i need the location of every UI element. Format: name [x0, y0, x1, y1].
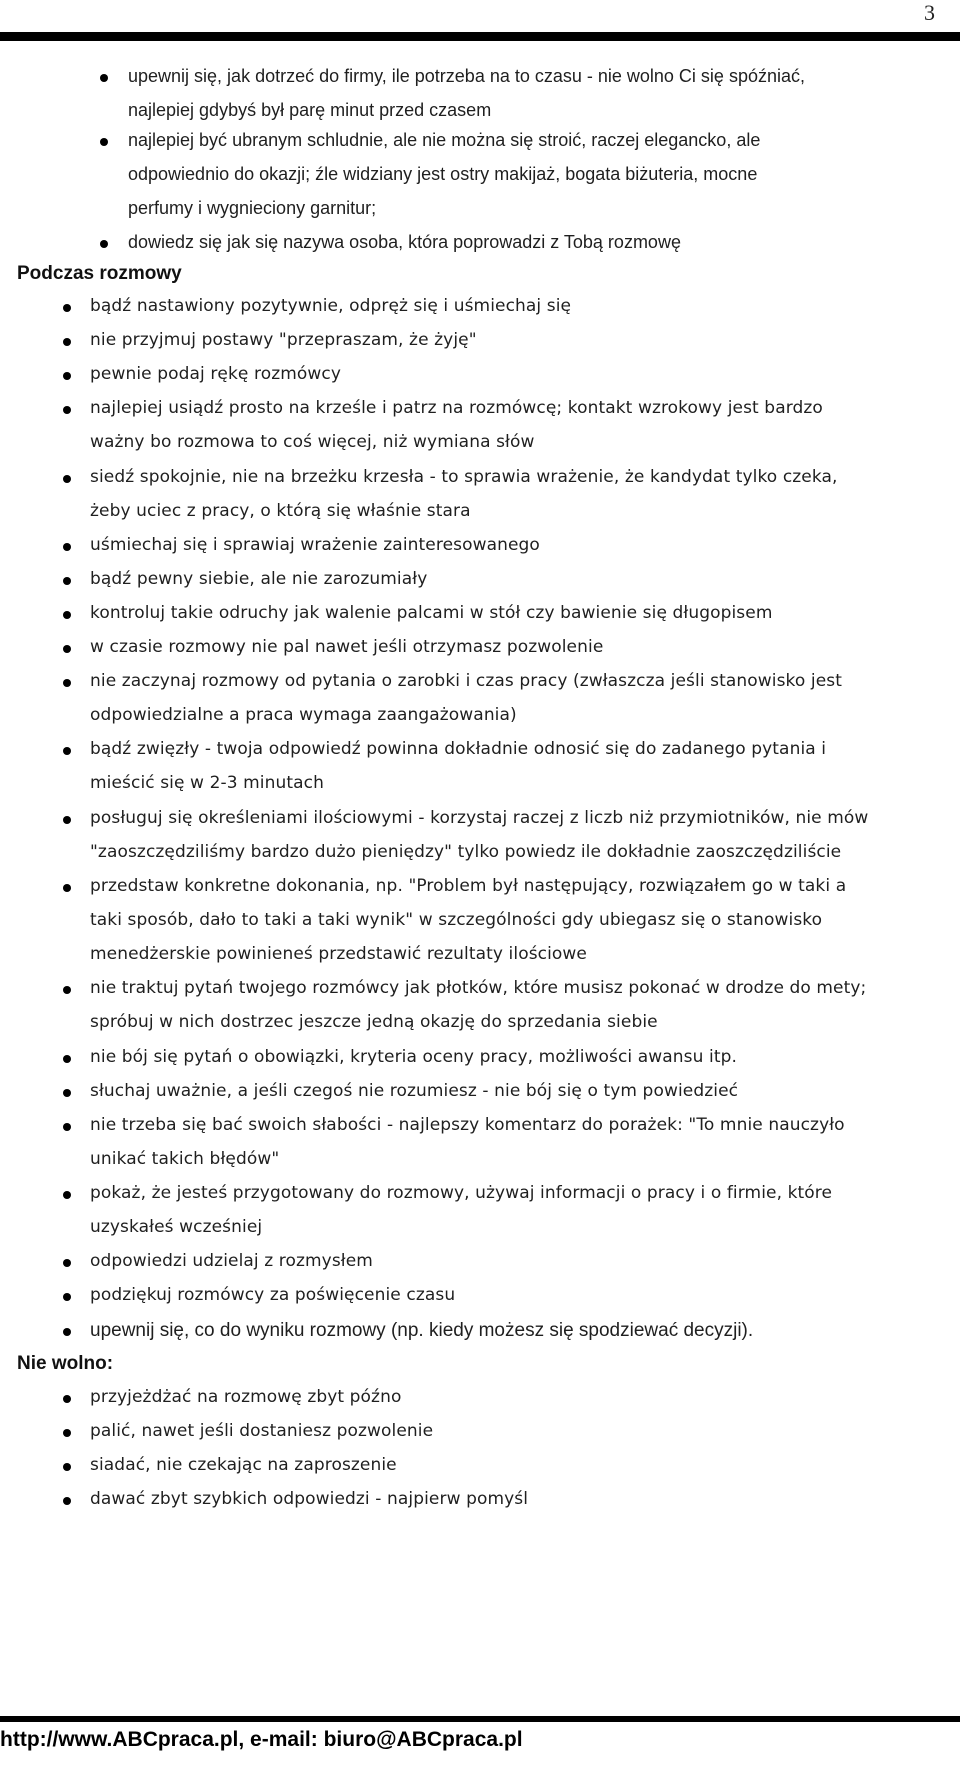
- list-item-line: pokaż, że jesteś przygotowany do rozmowy, używaj informacji o pracy i o firmie, które: [90, 1183, 833, 1203]
- bullet-icon: [63, 304, 71, 312]
- list-item-line: dawać zbyt szybkich odpowiedzi - najpierw pomyśl: [90, 1489, 529, 1509]
- bullet-icon: [63, 1191, 71, 1199]
- list-item-line: menedżerskie powinieneś przedstawić rezultaty ilościowe: [90, 944, 587, 964]
- list-item-line: przyjeżdżać na rozmowę zbyt późno: [90, 1387, 402, 1407]
- bullet-icon: [63, 338, 71, 346]
- page-number: 3: [924, 0, 935, 25]
- list-item-line: nie przyjmuj postawy "przepraszam, że żyję": [90, 330, 477, 350]
- list-item-line: "zaoszczędziliśmy bardzo dużo pieniędzy" tylko powiedz ile dokładnie zaoszczędziliście: [90, 842, 842, 862]
- bullet-icon: [63, 475, 71, 483]
- bullet-icon: [63, 1429, 71, 1437]
- list-item-line: odpowiednio do okazji; źle widziany jest ostry makijaż, bogata biżuteria, mocne: [128, 164, 758, 184]
- list-item-line: bądź zwięzły - twoja odpowiedź powinna dokładnie odnosić się do zadanego pytania i: [90, 739, 827, 759]
- bottom-rule: [0, 1716, 960, 1722]
- list-item-line: nie trzeba się bać swoich słabości - najlepszy komentarz do porażek: "To mnie nauczyło: [90, 1115, 845, 1135]
- list-item-line: odpowiedzialne a praca wymaga zaangażowania): [90, 705, 517, 725]
- list-item-line: przedstaw konkretne dokonania, np. "Problem był następujący, rozwiązałem go w taki a: [90, 876, 847, 896]
- list-item-line: kontroluj takie odruchy jak walenie palcami w stół czy bawienie się długopisem: [90, 603, 773, 623]
- section-heading-podczas-rozmowy: Podczas rozmowy: [17, 263, 182, 284]
- list-item-line: żeby uciec z pracy, o którą się właśnie stara: [90, 501, 471, 521]
- bullet-icon: [100, 74, 108, 82]
- bullet-icon: [63, 747, 71, 755]
- list-item-line: dowiedz się jak się nazywa osoba, która poprowadzi z Tobą rozmowę: [128, 232, 681, 252]
- list-item-line: unikać takich błędów": [90, 1149, 280, 1169]
- bullet-icon: [100, 138, 108, 146]
- list-item-line: perfumy i wygnieciony garnitur;: [128, 198, 377, 218]
- bullet-icon: [63, 986, 71, 994]
- bullet-icon: [63, 1259, 71, 1267]
- bullet-icon: [63, 406, 71, 414]
- bullet-icon: [63, 679, 71, 687]
- list-item-line: posługuj się określeniami ilościowymi - korzystaj raczej z liczb niż przymiotników, nie mów: [90, 808, 869, 828]
- bullet-icon: [63, 1395, 71, 1403]
- list-item-line: siedź spokojnie, nie na brzeżku krzesła - to sprawia wrażenie, że kandydat tylko czeka,: [90, 467, 838, 487]
- bullet-icon: [63, 884, 71, 892]
- list-item-line: podziękuj rozmówcy za poświęcenie czasu: [90, 1285, 456, 1305]
- list-item-line: odpowiedzi udzielaj z rozmysłem: [90, 1251, 373, 1271]
- list-item-line: najlepiej usiądź prosto na krześle i patrz na rozmówcę; kontakt wzrokowy jest bardzo: [90, 398, 823, 418]
- list-item-line: nie bój się pytań o obowiązki, kryteria oceny pracy, możliwości awansu itp.: [90, 1047, 737, 1067]
- list-item-line: nie zaczynaj rozmowy od pytania o zarobki i czas pracy (zwłaszcza jeśli stanowisko jest: [90, 671, 842, 691]
- bullet-icon: [63, 1055, 71, 1063]
- bullet-icon: [63, 372, 71, 380]
- bullet-icon: [63, 1123, 71, 1131]
- bullet-icon: [63, 1497, 71, 1505]
- bullet-icon: [63, 1463, 71, 1471]
- list-item-line: bądź nastawiony pozytywnie, odpręż się i uśmiechaj się: [90, 296, 572, 316]
- list-item-line: nie traktuj pytań twojego rozmówcy jak płotków, które musisz pokonać w drodze do mety;: [90, 978, 867, 998]
- list-item-line: słuchaj uważnie, a jeśli czegoś nie rozumiesz - nie bój się o tym powiedzieć: [90, 1081, 739, 1101]
- bullet-icon: [100, 240, 108, 248]
- list-item-line: najlepiej być ubranym schludnie, ale nie można się stroić, raczej elegancko, ale: [128, 130, 761, 150]
- list-item-line: taki sposób, dało to taki a taki wynik" w szczególności gdy ubiegasz się o stanowisko: [90, 910, 823, 930]
- list-item-line: ważny bo rozmowa to coś więcej, niż wymiana słów: [90, 432, 535, 452]
- footer-contact: http://www.ABCpraca.pl, e-mail: biuro@ABCpraca.pl: [0, 1728, 523, 1751]
- list-item-line: bądź pewny siebie, ale nie zarozumiały: [90, 569, 428, 589]
- list-item-line: uśmiechaj się i sprawiaj wrażenie zainteresowanego: [90, 535, 540, 555]
- bullet-icon: [63, 1293, 71, 1301]
- list-item-line: upewnij się, jak dotrzeć do firmy, ile potrzeba na to czasu - nie wolno Ci się spóźniać,: [128, 66, 805, 86]
- bullet-icon: [63, 1328, 71, 1336]
- bullet-icon: [63, 577, 71, 585]
- list-item-line: mieścić się w 2-3 minutach: [90, 773, 324, 793]
- list-item-line: palić, nawet jeśli dostaniesz pozwolenie: [90, 1421, 434, 1441]
- bullet-icon: [63, 543, 71, 551]
- list-item-line: siadać, nie czekając na zaproszenie: [90, 1455, 397, 1475]
- bullet-icon: [63, 1089, 71, 1097]
- list-item-line: uzyskałeś wcześniej: [90, 1217, 263, 1237]
- bullet-icon: [63, 816, 71, 824]
- list-item-line: najlepiej gdybyś był parę minut przed czasem: [128, 100, 492, 120]
- list-item-line: w czasie rozmowy nie pal nawet jeśli otrzymasz pozwolenie: [90, 637, 604, 657]
- bullet-icon: [63, 611, 71, 619]
- list-item-line: upewnij się, co do wyniku rozmowy (np. kiedy możesz się spodziewać decyzji).: [90, 1320, 754, 1341]
- top-rule: [0, 32, 960, 41]
- bullet-icon: [63, 645, 71, 653]
- list-item-line: spróbuj w nich dostrzec jeszcze jedną okazję do sprzedania siebie: [90, 1012, 658, 1032]
- section-heading-nie-wolno: Nie wolno:: [17, 1353, 114, 1374]
- list-item-line: pewnie podaj rękę rozmówcy: [90, 364, 342, 384]
